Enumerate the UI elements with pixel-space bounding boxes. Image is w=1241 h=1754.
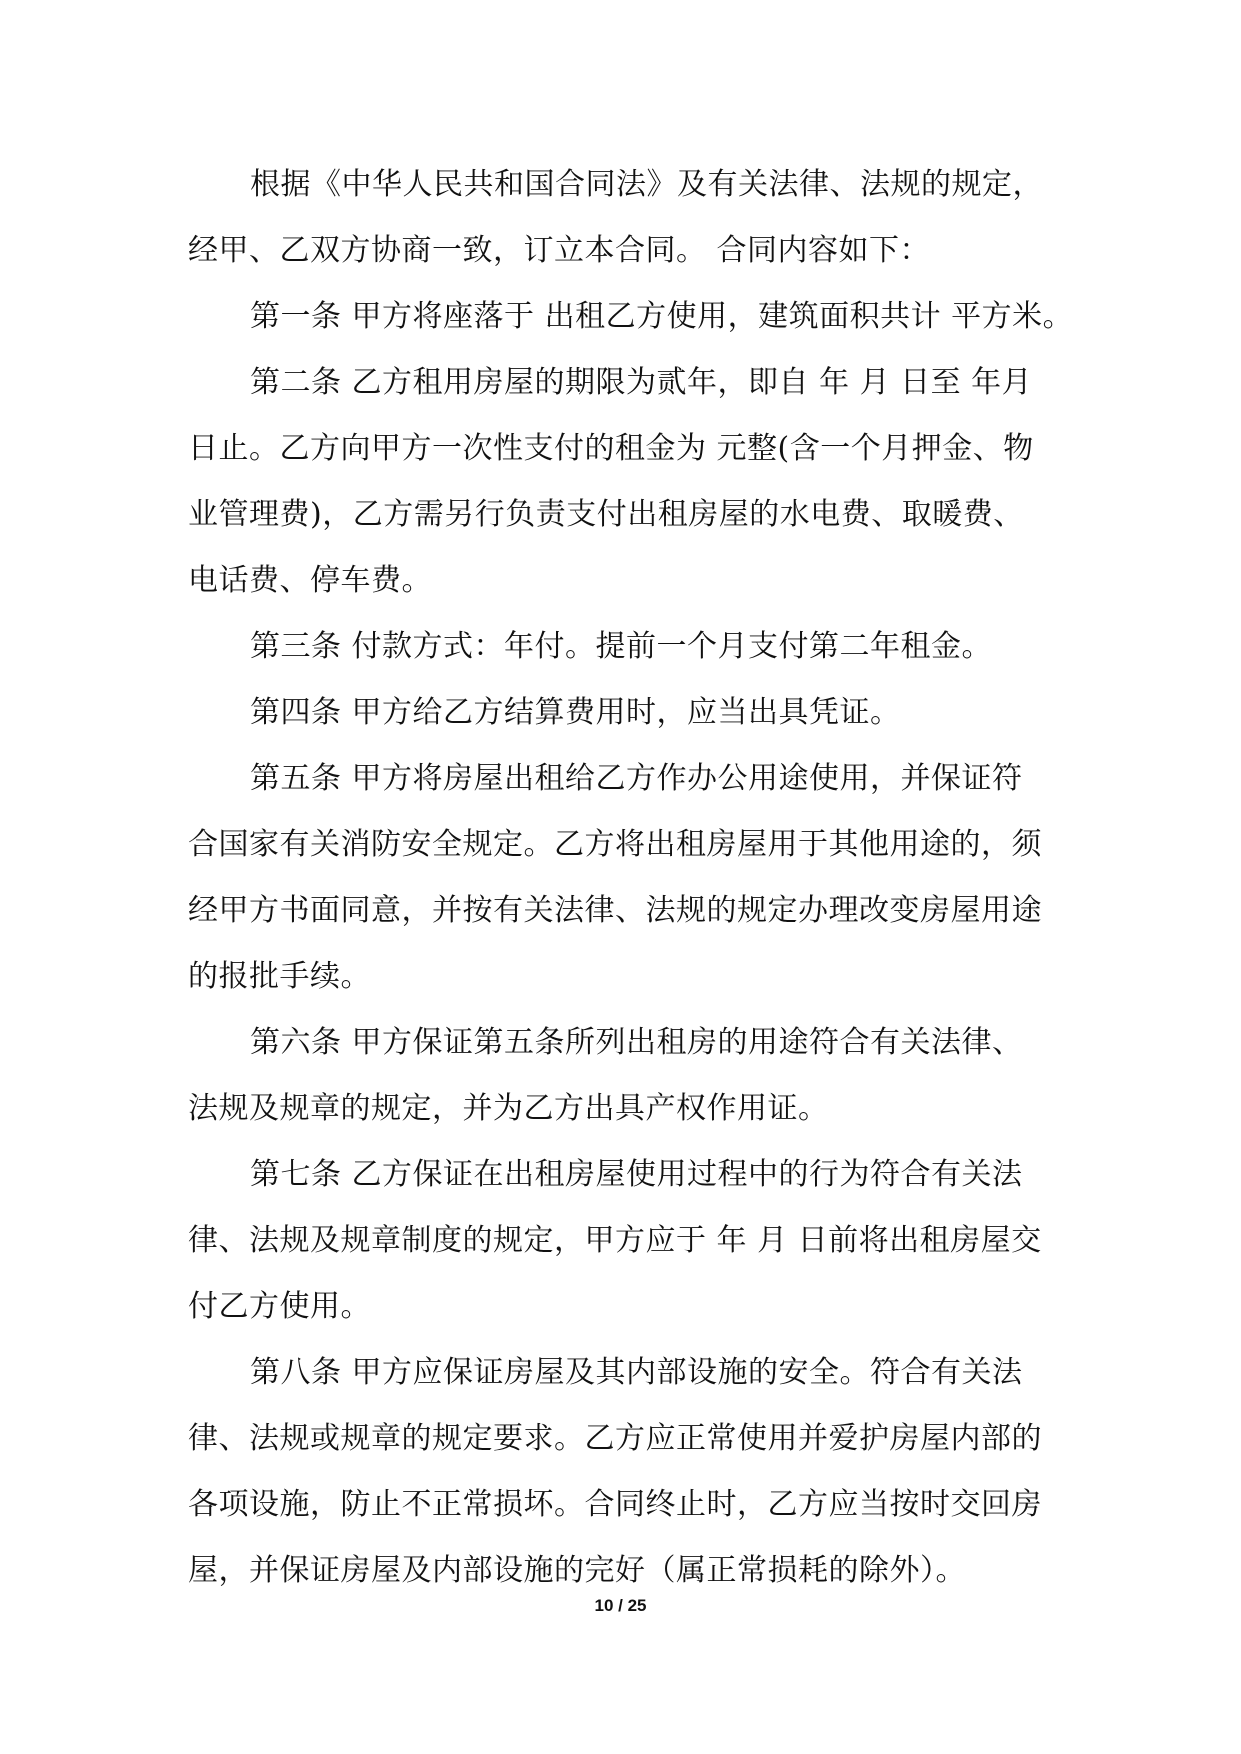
clause-3: 第三条 付款方式：年付。提前一个月支付第二年租金。	[250, 629, 993, 664]
clause-2: 第二条 乙方租用房屋的期限为贰年，即自 年 月 日至 年月	[250, 365, 1033, 400]
text-line: 律、法规及规章制度的规定，甲方应于 年 月 日前将出租房屋交	[188, 1223, 1042, 1258]
text-line: 合国家有关消防安全规定。乙方将出租房屋用于其他用途的，须	[188, 827, 1042, 862]
text-line: 经甲、乙双方协商一致，订立本合同。 合同内容如下：	[188, 233, 931, 268]
text-line: 经甲方书面同意，并按有关法律、法规的规定办理改变房屋用途	[188, 893, 1042, 928]
contract-body	[188, 152, 1074, 1604]
clause-4: 第四条 甲方给乙方结算费用时，应当出具凭证。	[250, 695, 901, 730]
text-line: 根据《中华人民共和国合同法》及有关法律、法规的规定，	[250, 167, 1043, 202]
text-line: 屋，并保证房屋及内部设施的完好（属正常损耗的除外）。	[188, 1553, 966, 1588]
text-line: 电话费、停车费。	[188, 563, 432, 598]
text-line: 业管理费)，乙方需另行负责支付出租房屋的水电费、取暖费、	[188, 497, 1024, 532]
clause-5: 第五条 甲方将房屋出租给乙方作办公用途使用，并保证符	[250, 761, 1023, 796]
clause-6: 第六条 甲方保证第五条所列出租房的用途符合有关法律、	[250, 1025, 1023, 1060]
clause-1: 第一条 甲方将座落于 出租乙方使用，建筑面积共计 平方米。	[250, 299, 1074, 334]
text-line: 付乙方使用。	[188, 1289, 371, 1324]
text-line: 的报批手续。	[188, 959, 371, 994]
text-line: 律、法规或规章的规定要求。乙方应正常使用并爱护房屋内部的	[188, 1421, 1042, 1456]
text-line: 法规及规章的规定，并为乙方出具产权作用证。	[188, 1091, 829, 1126]
clause-7: 第七条 乙方保证在出租房屋使用过程中的行为符合有关法	[250, 1157, 1023, 1192]
text-line: 日止。乙方向甲方一次性支付的租金为 元整(含一个月押金、物	[188, 431, 1034, 466]
page-number: 10 / 25	[594, 1596, 647, 1615]
text-line: 各项设施，防止不正常损坏。合同终止时，乙方应当按时交回房	[188, 1487, 1042, 1522]
clause-8: 第八条 甲方应保证房屋及其内部设施的安全。符合有关法	[250, 1355, 1023, 1390]
